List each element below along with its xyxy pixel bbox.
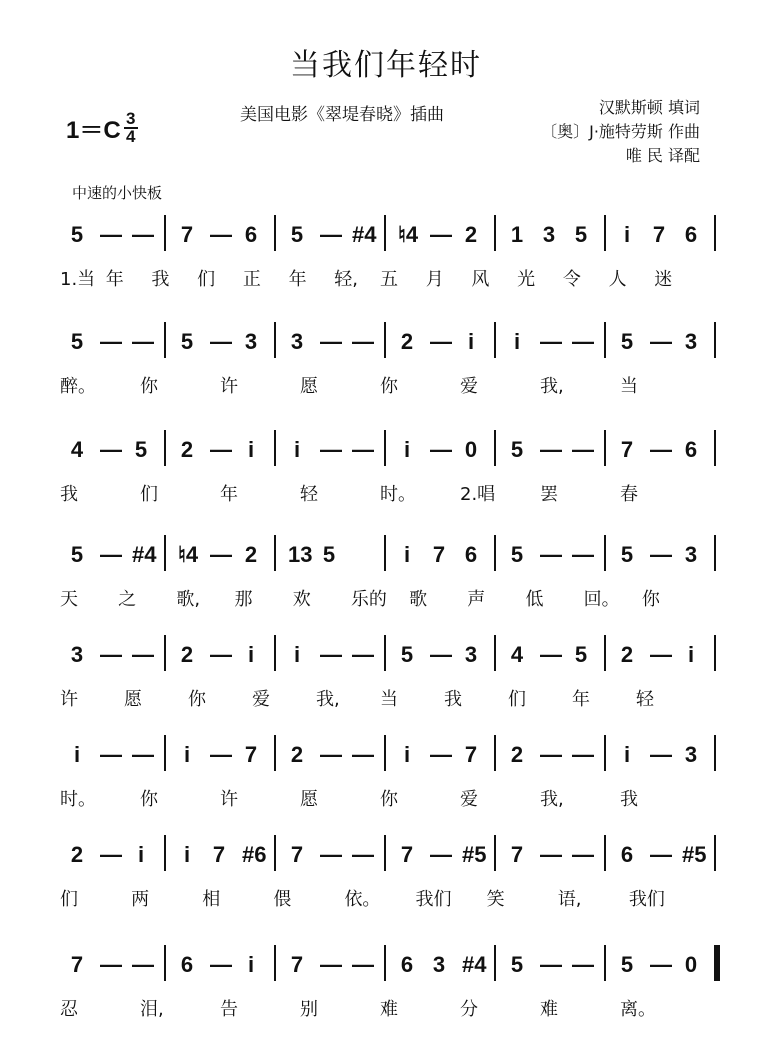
dash: — xyxy=(100,437,122,462)
note: 7 xyxy=(432,542,446,567)
note: i xyxy=(183,742,191,767)
note: ♮4 xyxy=(178,542,199,567)
lyric-syllable: 别 xyxy=(300,999,318,1020)
dash: — xyxy=(572,329,594,354)
dash: — xyxy=(352,437,374,462)
bar-line xyxy=(494,535,496,571)
dash: — xyxy=(650,842,672,867)
lyric-syllable: 罢 xyxy=(540,484,558,505)
lyric-syllable: 乐的 xyxy=(350,589,387,610)
lyric-syllable: 轻 xyxy=(300,484,318,505)
lyric-syllable: 爱 xyxy=(460,376,478,397)
notes-line xyxy=(60,945,720,985)
bar-line xyxy=(714,945,720,981)
note: i xyxy=(73,742,81,767)
bar-line xyxy=(384,322,386,358)
note: 13 xyxy=(288,542,313,567)
note: 7 xyxy=(620,437,634,462)
note: 2 xyxy=(510,742,524,767)
tempo-marking: 中速的小快板 xyxy=(72,184,163,202)
lyric-syllable: 歌, xyxy=(176,589,201,610)
lyric-syllable: 月 xyxy=(425,269,444,290)
bar-line xyxy=(714,430,716,466)
bar-line xyxy=(604,945,606,981)
bar-line xyxy=(604,322,606,358)
lyric-syllable: 时。 xyxy=(60,789,96,810)
time-bottom: 4 xyxy=(125,126,136,146)
bar-line xyxy=(714,735,716,771)
dash: — xyxy=(650,437,672,462)
dash: — xyxy=(352,952,374,977)
credit-music: 〔奥〕J·施特劳斯 作曲 xyxy=(541,122,700,141)
dash: — xyxy=(650,329,672,354)
bar-line xyxy=(494,322,496,358)
note: 7 xyxy=(400,842,414,867)
lyric-syllable: 笑 xyxy=(486,889,505,910)
note: 2 xyxy=(180,437,194,462)
note: 7 xyxy=(180,222,194,247)
dash: — xyxy=(352,842,374,867)
note: 6 xyxy=(620,842,634,867)
lyric-syllable: 醉。 xyxy=(60,376,96,397)
dash: — xyxy=(352,642,374,667)
lyric-syllable: 爱 xyxy=(252,689,270,710)
lyric-syllable: 当 xyxy=(620,376,638,397)
note: 0 xyxy=(464,437,478,462)
dash: — xyxy=(650,742,672,767)
time-signature xyxy=(124,108,138,146)
bar-line xyxy=(604,835,606,871)
lyric-syllable: 春 xyxy=(620,484,638,505)
lyric-syllable: 天 xyxy=(60,589,78,610)
note: i xyxy=(403,437,411,462)
bar-line xyxy=(494,635,496,671)
song-title: 当我们年轻时 xyxy=(290,48,482,83)
note: #4 xyxy=(132,542,157,567)
note: 3 xyxy=(244,329,258,354)
lyric-syllable: 风 xyxy=(471,269,490,290)
lyric-syllable: 们 xyxy=(197,269,216,290)
note: i xyxy=(247,952,255,977)
bar-line xyxy=(274,735,276,771)
bar-line xyxy=(274,430,276,466)
bar-line xyxy=(164,535,166,571)
lyric-syllable: 你 xyxy=(641,589,660,610)
lyric-syllable: 难 xyxy=(540,999,558,1020)
lyric-syllable: 我 xyxy=(620,789,638,810)
lyric-syllable: 令 xyxy=(562,269,581,290)
bar-line xyxy=(274,322,276,358)
bar-line xyxy=(164,635,166,671)
lyric-syllable: 欢 xyxy=(292,589,311,610)
lyric-syllable: 告 xyxy=(220,999,238,1020)
dash: — xyxy=(132,742,154,767)
note: #5 xyxy=(462,842,487,867)
lyric-syllable: 我 xyxy=(60,484,78,505)
bar-line xyxy=(274,535,276,571)
dash: — xyxy=(100,642,122,667)
dash: — xyxy=(320,329,342,354)
lyrics-line xyxy=(60,372,720,400)
note: 6 xyxy=(684,222,698,247)
lyrics-line xyxy=(60,480,720,508)
note: 3 xyxy=(290,329,304,354)
dash: — xyxy=(352,742,374,767)
note: i xyxy=(623,742,631,767)
note: 7 xyxy=(290,952,304,977)
note: ♮4 xyxy=(398,222,419,247)
dash: — xyxy=(572,842,594,867)
lyrics-line xyxy=(60,685,720,713)
dash: — xyxy=(540,642,562,667)
bar-line xyxy=(494,945,496,981)
lyric-syllable: 语, xyxy=(557,889,582,910)
bar-line xyxy=(274,635,276,671)
note: 0 xyxy=(684,952,698,977)
note: i xyxy=(293,437,301,462)
dash: — xyxy=(100,542,122,567)
bar-line xyxy=(384,635,386,671)
bar-line xyxy=(384,430,386,466)
lyrics-line xyxy=(60,885,720,913)
lyric-syllable: 分 xyxy=(460,999,478,1020)
note: 5 xyxy=(70,222,84,247)
note: i xyxy=(467,329,475,354)
note: i xyxy=(687,642,695,667)
dash: — xyxy=(650,642,672,667)
bar-line xyxy=(604,215,606,251)
dash: — xyxy=(210,329,232,354)
bar-line xyxy=(714,215,716,251)
lyrics-line xyxy=(60,265,720,293)
dash: — xyxy=(320,742,342,767)
note: i xyxy=(247,437,255,462)
note: 5 xyxy=(574,642,588,667)
bar-line xyxy=(164,735,166,771)
dash: — xyxy=(210,437,232,462)
lyric-syllable: 我, xyxy=(316,689,340,710)
dash: — xyxy=(132,952,154,977)
note: i xyxy=(403,542,411,567)
lyric-syllable: 迷 xyxy=(654,269,673,290)
bar-line xyxy=(494,735,496,771)
note: 3 xyxy=(70,642,84,667)
lyric-syllable: 许 xyxy=(60,689,78,710)
dash: — xyxy=(540,952,562,977)
lyric-syllable: 你 xyxy=(140,376,158,397)
lyric-syllable: 时。 xyxy=(380,484,416,505)
lyric-syllable: 许 xyxy=(220,376,238,397)
bar-line xyxy=(164,945,166,981)
note: 2 xyxy=(620,642,634,667)
note: 7 xyxy=(510,842,524,867)
dash: — xyxy=(210,222,232,247)
bar-line xyxy=(604,535,606,571)
dash: — xyxy=(352,329,374,354)
bar-line xyxy=(714,835,716,871)
lyric-syllable: 低 xyxy=(525,589,544,610)
lyric-syllable: 依。 xyxy=(344,889,381,910)
bar-line xyxy=(384,945,386,981)
lyric-syllable: 两 xyxy=(131,889,150,910)
bar-line xyxy=(274,835,276,871)
note: #4 xyxy=(352,222,377,247)
dash: — xyxy=(650,542,672,567)
note: 5 xyxy=(510,952,524,977)
note: #5 xyxy=(682,842,707,867)
lyric-syllable: 我们 xyxy=(415,889,452,910)
note: 5 xyxy=(134,437,148,462)
note: 2 xyxy=(180,642,194,667)
note: 4 xyxy=(510,642,524,667)
dash: — xyxy=(210,542,232,567)
note: 2 xyxy=(464,222,478,247)
note: 5 xyxy=(290,222,304,247)
dash: — xyxy=(100,222,122,247)
dash: — xyxy=(572,742,594,767)
bar-line xyxy=(384,735,386,771)
notes-line xyxy=(60,635,720,675)
note: i xyxy=(247,642,255,667)
bar-line xyxy=(494,215,496,251)
note: i xyxy=(623,222,631,247)
lyric-syllable: 们 xyxy=(60,889,78,910)
dash: — xyxy=(320,642,342,667)
dash: — xyxy=(132,222,154,247)
note: i xyxy=(293,642,301,667)
lyric-syllable: 我 xyxy=(151,269,170,290)
dash: — xyxy=(320,437,342,462)
note: 6 xyxy=(244,222,258,247)
lyric-syllable: 偎 xyxy=(273,889,292,910)
lyric-syllable: 愿 xyxy=(300,789,318,810)
bar-line xyxy=(494,835,496,871)
lyric-syllable: 你 xyxy=(188,689,206,710)
lyric-syllable: 你 xyxy=(380,789,398,810)
dash: — xyxy=(650,952,672,977)
dash: — xyxy=(100,842,122,867)
dash: — xyxy=(430,329,452,354)
bar-line xyxy=(494,430,496,466)
note: 5 xyxy=(574,222,588,247)
note: 3 xyxy=(684,542,698,567)
lyric-syllable: 回。 xyxy=(583,589,620,610)
note: 3 xyxy=(464,642,478,667)
lyric-syllable: 那 xyxy=(234,589,253,610)
lyric-syllable: 许 xyxy=(220,789,238,810)
note: 2 xyxy=(400,329,414,354)
note: 5 xyxy=(510,437,524,462)
lyric-syllable: 我 xyxy=(444,689,462,710)
note: 6 xyxy=(180,952,194,977)
note: 7 xyxy=(212,842,226,867)
bar-line xyxy=(164,322,166,358)
lyrics-line xyxy=(60,585,720,613)
lyric-syllable: 愿 xyxy=(300,376,318,397)
note: 5 xyxy=(510,542,524,567)
note: i xyxy=(513,329,521,354)
lyric-syllable: 年 xyxy=(572,689,590,710)
note: 6 xyxy=(400,952,414,977)
bar-line xyxy=(274,215,276,251)
bar-line xyxy=(604,735,606,771)
note: 5 xyxy=(322,542,336,567)
dash: — xyxy=(572,437,594,462)
dash: — xyxy=(540,437,562,462)
lyric-syllable: 轻 xyxy=(636,689,654,710)
bar-line xyxy=(604,635,606,671)
note: 5 xyxy=(180,329,194,354)
dash: — xyxy=(132,329,154,354)
time-top: 3 xyxy=(125,108,136,128)
lyric-syllable: 2.唱 xyxy=(460,484,496,505)
notes-line xyxy=(60,430,720,470)
lyric-syllable: 忍 xyxy=(60,999,78,1020)
dash: — xyxy=(540,842,562,867)
lyric-syllable: 我们 xyxy=(628,889,665,910)
lyric-syllable: 离。 xyxy=(620,999,656,1020)
note: 7 xyxy=(70,952,84,977)
dash: — xyxy=(430,642,452,667)
lyric-syllable: 你 xyxy=(140,789,158,810)
note: 5 xyxy=(620,329,634,354)
dash: — xyxy=(210,952,232,977)
dash: — xyxy=(320,952,342,977)
dash: — xyxy=(100,952,122,977)
lyric-syllable: 光 xyxy=(517,269,536,290)
dash: — xyxy=(540,329,562,354)
lyric-syllable: 相 xyxy=(202,889,221,910)
notes-line xyxy=(60,735,720,775)
notes-line xyxy=(60,215,720,255)
lyric-syllable: 年 xyxy=(220,484,238,505)
lyric-syllable: 你 xyxy=(380,376,398,397)
note: 5 xyxy=(620,542,634,567)
dash: — xyxy=(572,542,594,567)
dash: — xyxy=(430,842,452,867)
lyric-syllable: 1.当 xyxy=(60,269,96,290)
lyric-syllable: 年 xyxy=(105,269,124,290)
lyric-syllable: 们 xyxy=(508,689,526,710)
bar-line xyxy=(714,635,716,671)
dash: — xyxy=(320,222,342,247)
lyric-syllable: 我, xyxy=(540,789,564,810)
note: 7 xyxy=(652,222,666,247)
note: 1 xyxy=(510,222,524,247)
note: 2 xyxy=(244,542,258,567)
dash: — xyxy=(210,642,232,667)
notes-line xyxy=(60,535,720,575)
bar-line xyxy=(384,835,386,871)
dash: — xyxy=(100,329,122,354)
bar-line xyxy=(714,322,716,358)
credits xyxy=(500,96,700,168)
note: 3 xyxy=(684,329,698,354)
note: 5 xyxy=(70,542,84,567)
dash: — xyxy=(430,222,452,247)
note: #4 xyxy=(462,952,487,977)
bar-line xyxy=(604,430,606,466)
note: 3 xyxy=(432,952,446,977)
lyric-syllable: 泪, xyxy=(140,999,164,1020)
lyric-syllable: 轻, xyxy=(334,269,359,290)
credit-translation: 唯 民 译配 xyxy=(625,146,700,165)
lyric-syllable: 五 xyxy=(380,269,398,290)
note: 7 xyxy=(464,742,478,767)
dash: — xyxy=(540,742,562,767)
notes-line xyxy=(60,835,720,875)
note: 6 xyxy=(464,542,478,567)
note: 7 xyxy=(290,842,304,867)
note: 3 xyxy=(684,742,698,767)
note: #6 xyxy=(242,842,267,867)
note: 2 xyxy=(290,742,304,767)
note: i xyxy=(403,742,411,767)
bar-line xyxy=(714,535,716,571)
lyric-syllable: 我, xyxy=(540,376,564,397)
note: 6 xyxy=(684,437,698,462)
bar-line xyxy=(384,215,386,251)
note: i xyxy=(137,842,145,867)
notes-line xyxy=(60,322,720,362)
note: 2 xyxy=(70,842,84,867)
note: i xyxy=(183,842,191,867)
bar-line xyxy=(164,835,166,871)
note: 5 xyxy=(400,642,414,667)
bar-line xyxy=(164,215,166,251)
dash: — xyxy=(540,542,562,567)
key-label: 1＝C xyxy=(66,117,121,144)
bar-line xyxy=(274,945,276,981)
lyric-syllable: 人 xyxy=(608,269,627,290)
lyric-syllable: 之 xyxy=(118,589,137,610)
bar-line xyxy=(164,430,166,466)
dash: — xyxy=(320,842,342,867)
source-note: 美国电影《翠堤春晓》插曲 xyxy=(240,105,444,125)
dash: — xyxy=(100,742,122,767)
note: 7 xyxy=(244,742,258,767)
note: 4 xyxy=(70,437,84,462)
dash: — xyxy=(430,742,452,767)
lyric-syllable: 难 xyxy=(380,999,398,1020)
lyrics-line xyxy=(60,995,720,1023)
bar-line xyxy=(384,535,386,571)
dash: — xyxy=(572,952,594,977)
lyric-syllable: 爱 xyxy=(460,789,478,810)
note: 5 xyxy=(70,329,84,354)
lyric-syllable: 歌 xyxy=(409,589,428,610)
credit-lyrics: 汉默斯顿 填词 xyxy=(598,98,700,117)
dash: — xyxy=(210,742,232,767)
lyrics-line xyxy=(60,785,720,813)
lyric-syllable: 们 xyxy=(140,484,158,505)
dash: — xyxy=(430,437,452,462)
lyric-syllable: 愿 xyxy=(124,689,142,710)
lyric-syllable: 声 xyxy=(467,589,486,610)
lyric-syllable: 正 xyxy=(242,269,261,290)
note: 5 xyxy=(620,952,634,977)
note: 3 xyxy=(542,222,556,247)
lyric-syllable: 年 xyxy=(288,269,307,290)
key-signature xyxy=(66,110,138,145)
lyric-syllable: 当 xyxy=(380,689,398,710)
dash: — xyxy=(132,642,154,667)
